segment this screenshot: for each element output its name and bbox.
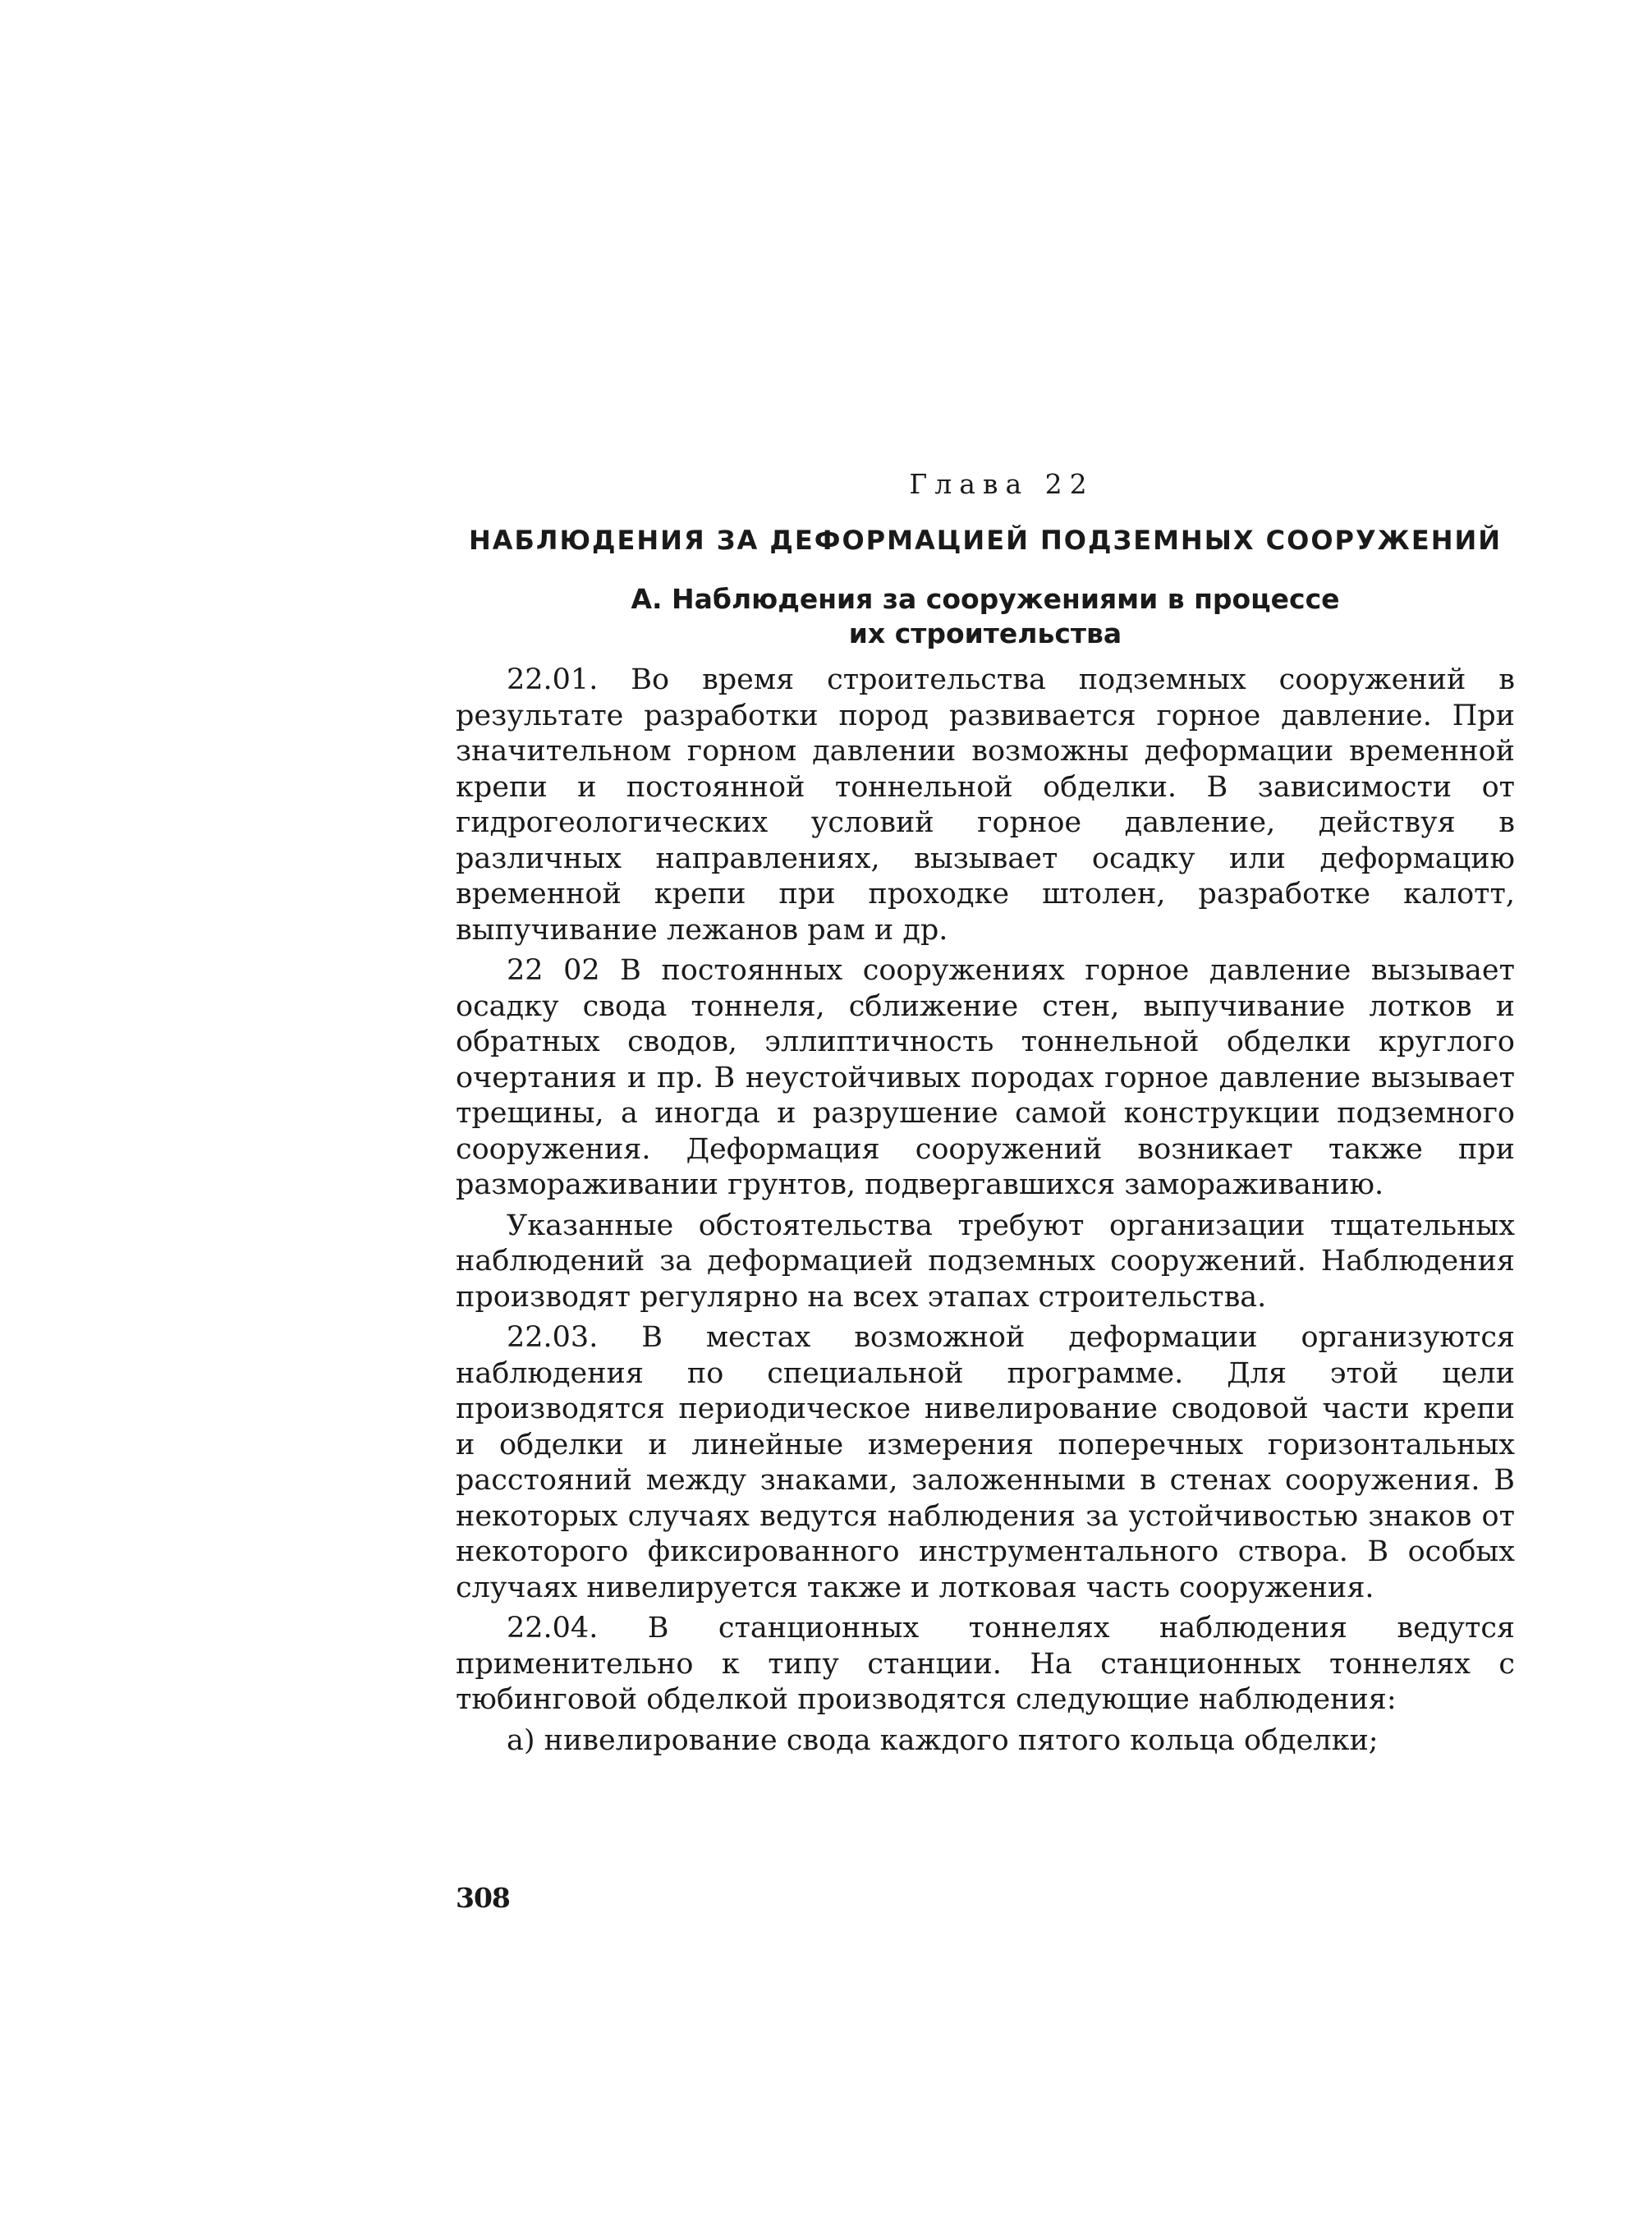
paragraph-22-03: 22.03. В местах возможной деформации организуются наблюдения по специальной программе. Для этой цели производятся периодическое нивелирование сводовой части крепи и обделки и линейные измерения поперечных горизонтальных расстояний между знаками, заложенными в стенах сооружения. В некоторых случаях ведутся наблюдения за устойчивостью знаков от некоторого фиксированного инструментального створа. В особых случаях нивелируется также и лотковая часть сооружения.: [456, 1321, 1515, 1604]
paragraph-22-01: 22.01. Во время строительства подземных сооружений в результате разработки пород развивается горное давление. При значительном горном давлении возможны деформации временной крепи и постоянной тоннельной обделки. В зависимости от гидрогеологических условий горное давление, действуя в различных направлениях, вызывает осадку или деформацию временной крепи при проходке штолен, разработке калотт, выпучивание лежанов рам и др.: [456, 663, 1515, 947]
chapter-label: Глава 22: [909, 468, 1094, 500]
section-title-line-2: их строительства: [848, 617, 1122, 649]
paragraph-22-04: 22.04. В станционных тоннелях наблюдения ведутся применительно к типу станции. На станционных тоннелях с тюбинговой обделкой производятся следующие наблюдения:: [456, 1612, 1515, 1716]
page-number: 308: [456, 1882, 510, 1914]
section-title: [456, 582, 1515, 651]
paragraph-22-02: 22 02 В постоянных сооружениях горное давление вызывает осадку свода тоннеля, сближение стен, выпучивание лотков и обратных сводов, эллиптичность тоннельной обделки круглого очертания и пр. В неустойчивых породах горное давление вызывает трещины, а иногда и разрушение самой конструкции подземного сооружения. Деформация сооружений возникает также при размораживании грунтов, подвергавшихся замораживанию.: [456, 954, 1515, 1201]
section-title-line-1: А. Наблюдения за сооружениями в процессе: [631, 583, 1340, 615]
chapter-title: НАБЛЮДЕНИЯ ЗА ДЕФОРМАЦИЕЙ ПОДЗЕМНЫХ СООРУЖЕНИЙ: [468, 525, 1503, 556]
list-item-a: а) нивелирование свода каждого пятого кольца обделки;: [507, 1723, 1379, 1757]
document-page: [456, 468, 1515, 2143]
paragraph-circumstances: Указанные обстоятельства требуют организации тщательных наблюдений за деформацией подземных сооружений. Наблюдения производят регулярно на всех этапах строительства.: [456, 1209, 1515, 1314]
